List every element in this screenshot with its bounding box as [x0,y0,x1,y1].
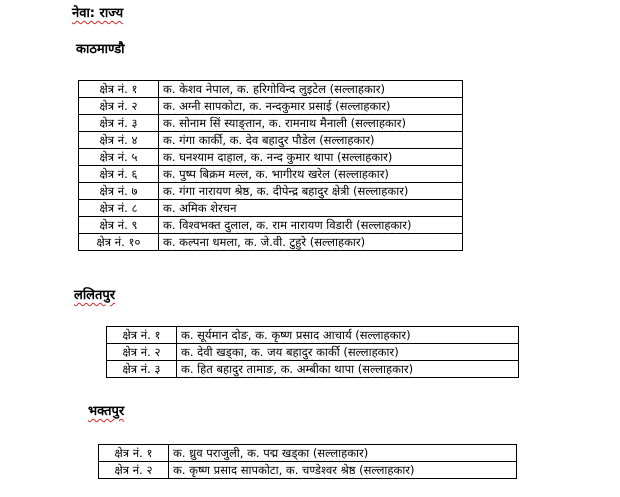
seat-label: क्षेत्र नं. १ [79,81,159,98]
candidate-names: क. हित बहादुर तामाङ, क. अम्बीका थापा (सल्लाहकार) [177,361,519,378]
table-row [79,166,463,183]
candidate-names: क. कृष्ण प्रसाद सापकोटा, क. चण्डेश्वर श्रेष्ठ (सल्लाहकार) [169,462,517,479]
seat-label: क्षेत्र नं. १० [79,234,159,251]
district-heading-bhaktapur: भक्तपुर [88,404,125,419]
seat-label: क्षेत्र नं. ८ [79,200,159,217]
lalitpur-seat-table [106,326,519,378]
district-heading-kathmandu: काठमाण्डौ [76,42,125,57]
candidate-names: क. गंगा नारायण श्रेष्ठ, क. दीपेन्द्र बहादुर क्षेत्री (सल्लाहकार) [159,183,463,200]
candidate-names: क. सूर्यमान दोङ, क. कृष्ण प्रसाद आचार्य (सल्लाहकार) [177,327,519,344]
seat-label: क्षेत्र नं. ४ [79,132,159,149]
seat-label: क्षेत्र नं. ९ [79,217,159,234]
candidate-names: क. सोनाम सिं स्याङ्तान, क. रामनाथ मैनाली (सल्लाहकार) [159,115,463,132]
district-heading-lalitpur: ललितपुर [74,288,116,303]
seat-label: क्षेत्र नं. २ [99,462,169,479]
table-row [107,327,519,344]
state-title: नेवा: राज्य [72,6,124,21]
seat-label: क्षेत्र नं. ५ [79,149,159,166]
table-row [79,98,463,115]
table-row [107,344,519,361]
seat-label: क्षेत्र नं. ३ [107,361,177,378]
seat-label: क्षेत्र नं. ७ [79,183,159,200]
candidate-names: क. विश्वभक्त दुलाल, क. राम नारायण विडारी (सल्लाहकार) [159,217,463,234]
candidate-names: क. अग्नी सापकोटा, क. नन्दकुमार प्रसाई (सल्लाहकार) [159,98,463,115]
table-row [79,132,463,149]
table-row [79,234,463,251]
candidate-names: क. कल्पना धमला, क. जे.वी. टुहुरे (सल्लाहकार) [159,234,463,251]
bhaktapur-seat-table [98,444,517,479]
seat-label: क्षेत्र नं. २ [107,344,177,361]
seat-label: क्षेत्र नं. २ [79,98,159,115]
seat-label: क्षेत्र नं. १ [99,445,169,462]
candidate-names: क. देवी खड्का, क. जय बहादुर कार्की (सल्लाहकार) [177,344,519,361]
table-row [79,217,463,234]
table-row [79,183,463,200]
table-row [79,115,463,132]
candidate-names: क. ध्रुव पराजुली, क. पद्म खड्का (सल्लाहकार) [169,445,517,462]
candidate-names: क. गंगा कार्की, क. देव बहादुर पौडेल (सल्लाहकार) [159,132,463,149]
candidate-names: क. घनश्याम दाहाल, क. नन्द कुमार थापा (सल्लाहकार) [159,149,463,166]
table-row [79,149,463,166]
seat-label: क्षेत्र नं. ३ [79,115,159,132]
table-row [107,361,519,378]
candidate-names: क. अमिक शेरचन [159,200,463,217]
candidate-names: क. केशव नेपाल, क. हरिगोविन्द लुइटेल (सल्लाहकार) [159,81,463,98]
candidate-names: क. पुष्प बिक्रम मल्ल, क. भागीरथ खरेल (सल्लाहकार) [159,166,463,183]
table-row [99,462,517,479]
table-row [99,445,517,462]
table-row [79,81,463,98]
seat-label: क्षेत्र नं. १ [107,327,177,344]
table-row [79,200,463,217]
seat-label: क्षेत्र नं. ६ [79,166,159,183]
kathmandu-seat-table [78,80,463,251]
